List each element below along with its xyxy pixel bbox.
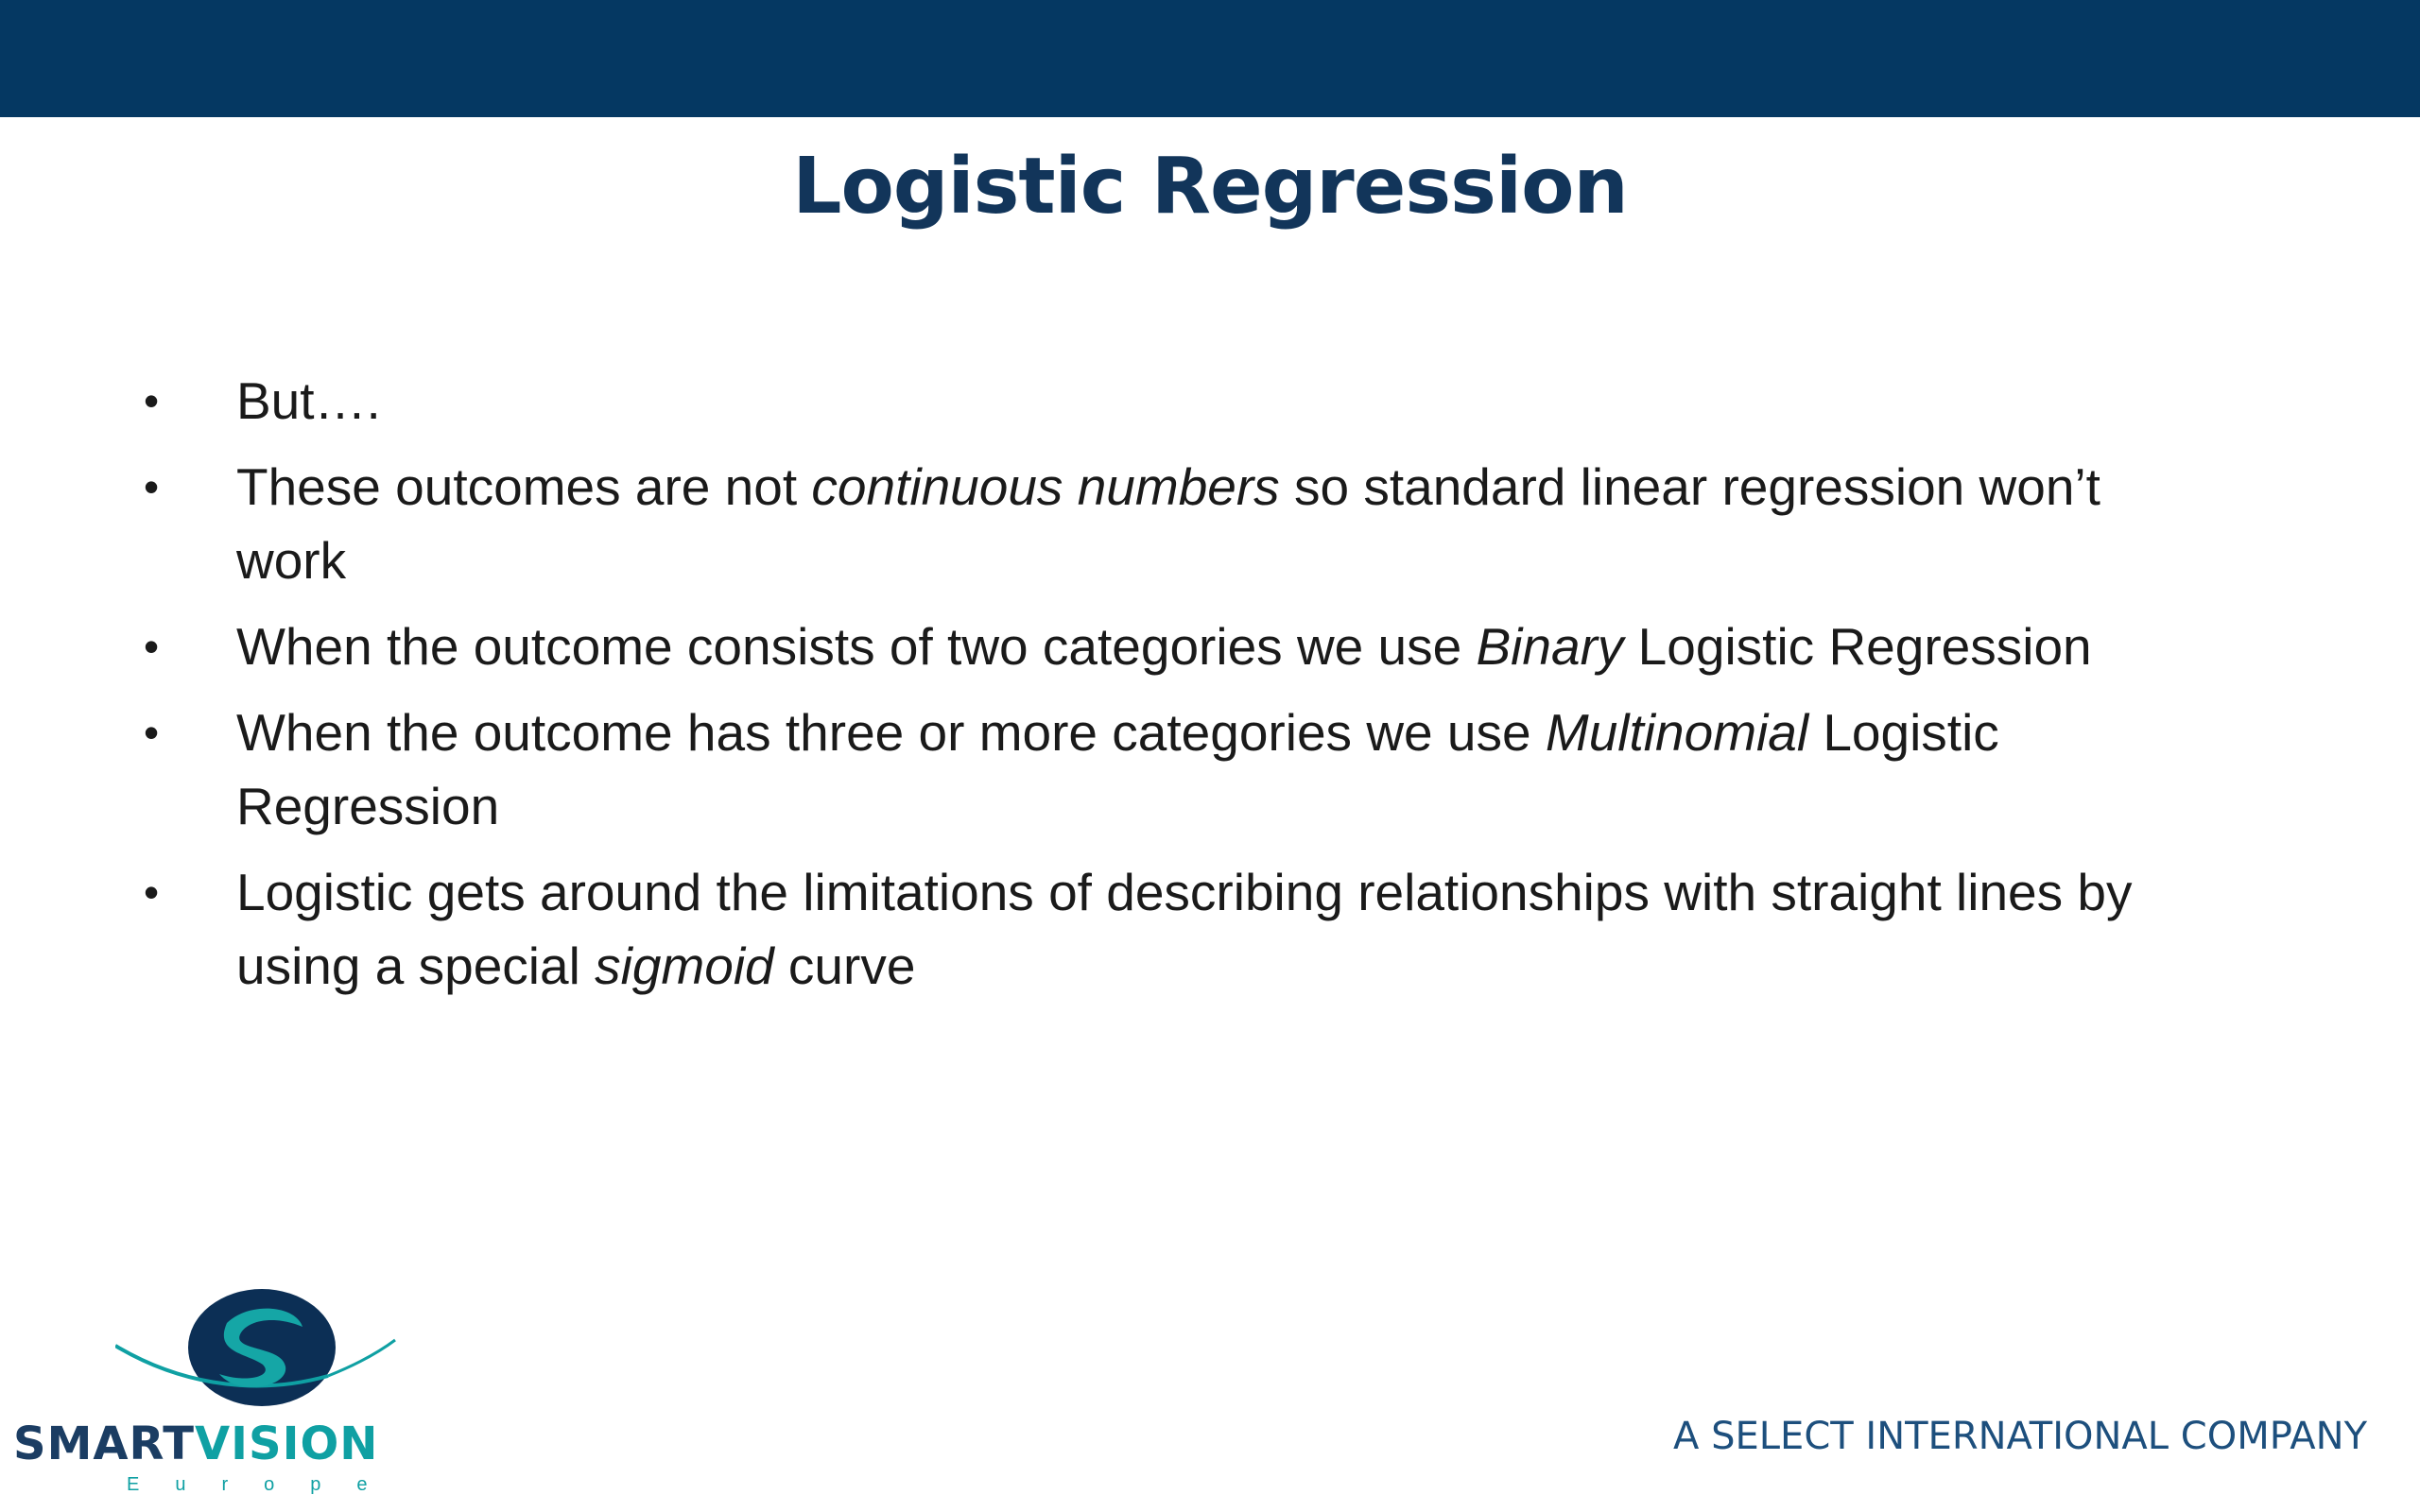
emphasis-text: sigmoid xyxy=(595,936,774,995)
logo-subtitle: Europe xyxy=(127,1474,404,1495)
logo-swirl-icon xyxy=(115,1285,399,1418)
bullet-list xyxy=(132,364,2155,1015)
bullet-dot-icon: • xyxy=(144,708,160,757)
bullet-text-part: Logistic Regression xyxy=(236,703,1999,835)
bullet-text-part: curve xyxy=(773,936,916,995)
bullet-text xyxy=(236,617,2092,676)
bullet-item xyxy=(132,364,2155,438)
company-tagline: A SELECT INTERNATIONAL COMPANY xyxy=(1673,1415,2367,1458)
bullet-item xyxy=(132,610,2155,683)
bullet-text-part: When the outcome has three or more categories we use xyxy=(236,703,1546,762)
bullet-text-part: Logistic gets around the limitations of describing relationships with straight lines by using a special xyxy=(236,863,2133,995)
bullet-text-part: Logistic Regression xyxy=(1623,617,2092,676)
bullet-item xyxy=(132,450,2155,597)
bullet-dot-icon: • xyxy=(144,462,160,511)
bullet-item xyxy=(132,696,2155,843)
logo-smart-text: SMART xyxy=(13,1418,196,1470)
bullet-dot-icon: • xyxy=(144,622,160,671)
bullet-text-part: so standard linear regression won’t work xyxy=(236,457,2100,590)
bullet-dot-icon: • xyxy=(144,376,160,425)
bullet-text-part: But…. xyxy=(236,371,381,430)
bullet-item xyxy=(132,855,2155,1003)
bullet-text xyxy=(236,863,2133,995)
header-bar xyxy=(0,0,2420,117)
emphasis-text: Multinomial xyxy=(1545,703,1809,762)
logo-vision-text: VISION xyxy=(195,1418,379,1470)
logo-wordmark xyxy=(13,1418,476,1470)
emphasis-text: continuous numbers xyxy=(811,457,1280,516)
bullet-text-part: When the outcome consists of two categories we use xyxy=(236,617,1477,676)
slide-title: Logistic Regression xyxy=(792,142,1628,232)
smartvision-logo xyxy=(13,1285,476,1493)
bullet-text-part: These outcomes are not xyxy=(236,457,812,516)
bullet-text xyxy=(236,371,381,430)
bullet-text xyxy=(236,457,2100,590)
bullet-dot-icon: • xyxy=(144,868,160,917)
bullet-text xyxy=(236,703,1999,835)
emphasis-text: Binary xyxy=(1476,617,1624,676)
